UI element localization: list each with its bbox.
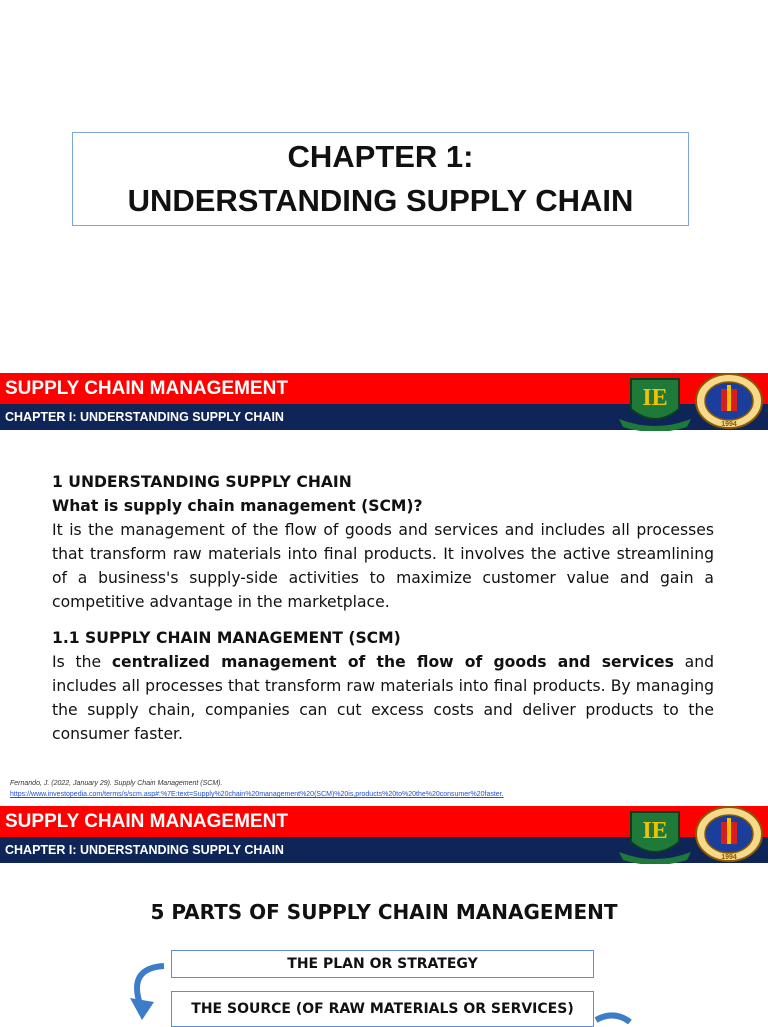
chapter-title-box — [72, 132, 689, 226]
para2-bold: centralized management of the flow of goods and services — [111, 653, 674, 671]
slide-banner — [0, 373, 768, 430]
ie-logo-2 — [617, 808, 693, 864]
chapter-title-line2: UNDERSTANDING SUPPLY CHAIN — [127, 183, 634, 218]
ie-logo — [617, 375, 693, 431]
banner-title-2: SUPPLY CHAIN MANAGEMENT — [0, 806, 768, 837]
para2-start: Is the — [52, 653, 112, 671]
scm-definition-paragraph: It is the management of the flow of goods and services and includes all processes that transform raw materials into final products. It involves the active streamlining of a business's supply-side activities to maximize customer value and gain a competitive advantage in the marketplace. — [52, 521, 714, 611]
section-heading-1: 1 UNDERSTANDING SUPPLY CHAIN — [52, 473, 352, 491]
banner-subtitle: CHAPTER I: UNDERSTANDING SUPPLY CHAIN — [0, 404, 768, 430]
step-plan-strategy: THE PLAN OR STRATEGY — [171, 950, 594, 978]
university-seal-2 — [694, 806, 764, 863]
seal-year-2: 1994 — [721, 854, 737, 861]
parts-title: 5 PARTS OF SUPPLY CHAIN MANAGEMENT — [150, 900, 618, 924]
citation-text: Fernando, J. (2022, January 29). Supply Chain Management (SCM). — [10, 780, 223, 787]
step-source: THE SOURCE (OF RAW MATERIALS OR SERVICES) — [171, 991, 594, 1027]
slide-banner-2 — [0, 806, 768, 863]
banner-title: SUPPLY CHAIN MANAGEMENT — [0, 373, 768, 404]
section-heading-1-1: 1.1 SUPPLY CHAIN MANAGEMENT (SCM) — [52, 629, 401, 647]
citation — [10, 778, 504, 800]
curved-arrow-right-icon — [594, 1008, 634, 1024]
seal-year: 1994 — [721, 421, 737, 428]
ie-logo-text-2: IE — [642, 818, 668, 844]
slide2-content — [52, 470, 714, 746]
ie-logo-text: IE — [642, 385, 668, 411]
citation-link[interactable]: https://www.investopedia.com/terms/s/scm.asp#:%7E:text=Supply%20chain%20management%20(SCM)%20is,products%20to%20the%20consumer%20faster. — [10, 791, 504, 798]
scm-question: What is supply chain management (SCM)? — [52, 497, 423, 515]
chapter-title-line1: CHAPTER 1: — [287, 139, 474, 174]
para2-end: and includes all processes that transform raw materials into final products. By managing the supply chain, companies can cut excess costs and deliver products to the consumer faster. — [52, 653, 715, 743]
curved-arrow-left-icon — [122, 958, 176, 1024]
university-seal — [694, 373, 764, 430]
banner-subtitle-2: CHAPTER I: UNDERSTANDING SUPPLY CHAIN — [0, 837, 768, 863]
scm-centralized-paragraph — [52, 650, 714, 746]
